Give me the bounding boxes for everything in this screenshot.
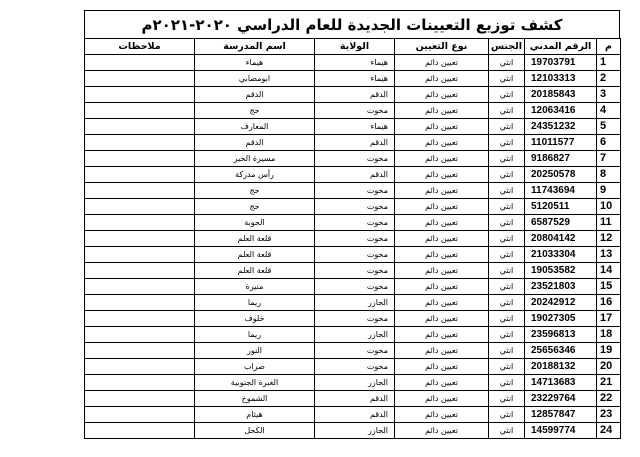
wilaya-cell: الدقم xyxy=(315,167,395,183)
notes-cell xyxy=(85,231,195,247)
appointment-type-cell: تعيين دائم xyxy=(395,87,489,103)
school-name-cell: الدقم xyxy=(195,135,315,151)
wilaya-cell: الدقم xyxy=(315,135,395,151)
school-name-cell: رأس مدركة xyxy=(195,167,315,183)
school-name-cell: خلوف xyxy=(195,311,315,327)
appointment-type-cell: تعيين دائم xyxy=(395,279,489,295)
gender-cell: انثي xyxy=(489,391,525,407)
school-name-cell: النور xyxy=(195,343,315,359)
wilaya-cell: هيماء xyxy=(315,71,395,87)
header-gender: الجنس xyxy=(489,39,525,55)
wilaya-cell: محوت xyxy=(315,183,395,199)
gender-cell: انثي xyxy=(489,135,525,151)
notes-cell xyxy=(85,167,195,183)
gender-cell: انثي xyxy=(489,263,525,279)
wilaya-cell: الدقم xyxy=(315,407,395,423)
table-row xyxy=(85,247,621,263)
row-number: 11 xyxy=(597,215,621,231)
notes-cell xyxy=(85,199,195,215)
table-row xyxy=(85,407,621,423)
table-row xyxy=(85,359,621,375)
row-number: 1 xyxy=(597,55,621,71)
school-name-cell: الدقم xyxy=(195,87,315,103)
gender-cell: انثي xyxy=(489,151,525,167)
appointment-type-cell: تعيين دائم xyxy=(395,391,489,407)
school-name-cell: ريما xyxy=(195,327,315,343)
civil-number-cell: 19053582 xyxy=(525,263,597,279)
row-number: 6 xyxy=(597,135,621,151)
header-notes: ملاحظات xyxy=(85,39,195,55)
wilaya-cell: محوت xyxy=(315,199,395,215)
table-row xyxy=(85,279,621,295)
school-name-cell: ابومضابي xyxy=(195,71,315,87)
civil-number-cell: 9186827 xyxy=(525,151,597,167)
notes-cell xyxy=(85,215,195,231)
header-num: م xyxy=(597,39,621,55)
wilaya-cell: الدقم xyxy=(315,391,395,407)
sheet-title: كشف توزيع التعيينات الجديدة للعام الدراسي ٢٠٢٠-٢٠٢١م xyxy=(84,10,620,38)
school-name-cell: منيرة xyxy=(195,279,315,295)
school-name-cell: حج xyxy=(195,103,315,119)
row-number: 2 xyxy=(597,71,621,87)
school-name-cell: قلعة العلم xyxy=(195,247,315,263)
table-row xyxy=(85,295,621,311)
row-number: 16 xyxy=(597,295,621,311)
row-number: 5 xyxy=(597,119,621,135)
row-number: 23 xyxy=(597,407,621,423)
school-name-cell: الجوبة xyxy=(195,215,315,231)
civil-number-cell: 11011577 xyxy=(525,135,597,151)
appointment-type-cell: تعيين دائم xyxy=(395,71,489,87)
header-appointment-type: نوع التعيين xyxy=(395,39,489,55)
gender-cell: انثي xyxy=(489,247,525,263)
civil-number-cell: 25656346 xyxy=(525,343,597,359)
notes-cell xyxy=(85,407,195,423)
notes-cell xyxy=(85,327,195,343)
gender-cell: انثي xyxy=(489,215,525,231)
row-number: 9 xyxy=(597,183,621,199)
row-number: 8 xyxy=(597,167,621,183)
table-row xyxy=(85,423,621,439)
table-row xyxy=(85,215,621,231)
gender-cell: انثي xyxy=(489,103,525,119)
gender-cell: انثي xyxy=(489,343,525,359)
wilaya-cell: الجازر xyxy=(315,423,395,439)
row-number: 15 xyxy=(597,279,621,295)
civil-number-cell: 6587529 xyxy=(525,215,597,231)
table-row xyxy=(85,151,621,167)
row-number: 22 xyxy=(597,391,621,407)
row-number: 13 xyxy=(597,247,621,263)
school-name-cell: الكحل xyxy=(195,423,315,439)
wilaya-cell: محوت xyxy=(315,343,395,359)
gender-cell: انثي xyxy=(489,311,525,327)
appointment-type-cell: تعيين دائم xyxy=(395,199,489,215)
gender-cell: انثي xyxy=(489,295,525,311)
table-row xyxy=(85,119,621,135)
notes-cell xyxy=(85,119,195,135)
gender-cell: انثي xyxy=(489,71,525,87)
wilaya-cell: محوت xyxy=(315,215,395,231)
wilaya-cell: محوت xyxy=(315,231,395,247)
notes-cell xyxy=(85,359,195,375)
school-name-cell: الشموخ xyxy=(195,391,315,407)
table-row xyxy=(85,343,621,359)
table-row xyxy=(85,375,621,391)
civil-number-cell: 23596813 xyxy=(525,327,597,343)
civil-number-cell: 19703791 xyxy=(525,55,597,71)
school-name-cell: صراب xyxy=(195,359,315,375)
table-row xyxy=(85,231,621,247)
civil-number-cell: 23521803 xyxy=(525,279,597,295)
gender-cell: انثي xyxy=(489,375,525,391)
wilaya-cell: هيماء xyxy=(315,119,395,135)
wilaya-cell: محوت xyxy=(315,359,395,375)
school-name-cell: قلعة العلم xyxy=(195,231,315,247)
appointment-type-cell: تعيين دائم xyxy=(395,423,489,439)
notes-cell xyxy=(85,295,195,311)
wilaya-cell: محوت xyxy=(315,151,395,167)
wilaya-cell: محوت xyxy=(315,311,395,327)
table-row xyxy=(85,71,621,87)
row-number: 19 xyxy=(597,343,621,359)
row-number: 24 xyxy=(597,423,621,439)
gender-cell: انثي xyxy=(489,359,525,375)
appointment-type-cell: تعيين دائم xyxy=(395,215,489,231)
school-name-cell: مسيرة الخير xyxy=(195,151,315,167)
wilaya-cell: هيماء xyxy=(315,55,395,71)
gender-cell: انثي xyxy=(489,407,525,423)
wilaya-cell: الجازر xyxy=(315,375,395,391)
appointment-type-cell: تعيين دائم xyxy=(395,359,489,375)
notes-cell xyxy=(85,183,195,199)
civil-number-cell: 12857847 xyxy=(525,407,597,423)
notes-cell xyxy=(85,103,195,119)
notes-cell xyxy=(85,423,195,439)
appointment-type-cell: تعيين دائم xyxy=(395,103,489,119)
gender-cell: انثي xyxy=(489,183,525,199)
school-name-cell: المعارف xyxy=(195,119,315,135)
wilaya-cell: محوت xyxy=(315,279,395,295)
appointment-type-cell: تعيين دائم xyxy=(395,263,489,279)
civil-number-cell: 11743694 xyxy=(525,183,597,199)
wilaya-cell: محوت xyxy=(315,263,395,279)
civil-number-cell: 24351232 xyxy=(525,119,597,135)
notes-cell xyxy=(85,263,195,279)
school-name-cell: قلعة العلم xyxy=(195,263,315,279)
civil-number-cell: 12063416 xyxy=(525,103,597,119)
civil-number-cell: 19027305 xyxy=(525,311,597,327)
school-name-cell: الغبرة الجنوبية xyxy=(195,375,315,391)
row-number: 17 xyxy=(597,311,621,327)
wilaya-cell: محوت xyxy=(315,247,395,263)
appointment-type-cell: تعيين دائم xyxy=(395,231,489,247)
notes-cell xyxy=(85,55,195,71)
gender-cell: انثي xyxy=(489,423,525,439)
header-civil-number: الرقم المدني xyxy=(525,39,597,55)
table-row xyxy=(85,199,621,215)
row-number: 21 xyxy=(597,375,621,391)
appointments-table xyxy=(84,38,621,439)
notes-cell xyxy=(85,87,195,103)
civil-number-cell: 20188132 xyxy=(525,359,597,375)
appointment-type-cell: تعيين دائم xyxy=(395,327,489,343)
table-row xyxy=(85,311,621,327)
header-school-name: اسم المدرسة xyxy=(195,39,315,55)
notes-cell xyxy=(85,247,195,263)
appointment-type-cell: تعيين دائم xyxy=(395,55,489,71)
wilaya-cell: الجازر xyxy=(315,327,395,343)
wilaya-cell: الجازر xyxy=(315,295,395,311)
row-number: 4 xyxy=(597,103,621,119)
table-header-row xyxy=(85,39,621,55)
appointment-type-cell: تعيين دائم xyxy=(395,311,489,327)
gender-cell: انثي xyxy=(489,119,525,135)
appointment-type-cell: تعيين دائم xyxy=(395,119,489,135)
appointment-type-cell: تعيين دائم xyxy=(395,375,489,391)
gender-cell: انثي xyxy=(489,327,525,343)
civil-number-cell: 23229764 xyxy=(525,391,597,407)
civil-number-cell: 20242912 xyxy=(525,295,597,311)
school-name-cell: هيثام xyxy=(195,407,315,423)
civil-number-cell: 14599774 xyxy=(525,423,597,439)
appointment-type-cell: تعيين دائم xyxy=(395,295,489,311)
civil-number-cell: 20185843 xyxy=(525,87,597,103)
gender-cell: انثي xyxy=(489,87,525,103)
gender-cell: انثي xyxy=(489,55,525,71)
appointment-type-cell: تعيين دائم xyxy=(395,135,489,151)
table-row xyxy=(85,183,621,199)
table-row xyxy=(85,87,621,103)
school-name-cell: حج xyxy=(195,183,315,199)
appointment-type-cell: تعيين دائم xyxy=(395,183,489,199)
table-row xyxy=(85,327,621,343)
appointment-type-cell: تعيين دائم xyxy=(395,167,489,183)
header-wilaya: الولاية xyxy=(315,39,395,55)
table-row xyxy=(85,391,621,407)
appointment-type-cell: تعيين دائم xyxy=(395,343,489,359)
row-number: 10 xyxy=(597,199,621,215)
civil-number-cell: 21033304 xyxy=(525,247,597,263)
wilaya-cell: الدقم xyxy=(315,87,395,103)
row-number: 12 xyxy=(597,231,621,247)
table-row xyxy=(85,135,621,151)
table-row xyxy=(85,263,621,279)
notes-cell xyxy=(85,151,195,167)
school-name-cell: هيماء xyxy=(195,55,315,71)
appointment-type-cell: تعيين دائم xyxy=(395,247,489,263)
civil-number-cell: 14713683 xyxy=(525,375,597,391)
table-row xyxy=(85,103,621,119)
civil-number-cell: 12103313 xyxy=(525,71,597,87)
notes-cell xyxy=(85,391,195,407)
school-name-cell: ريما xyxy=(195,295,315,311)
row-number: 14 xyxy=(597,263,621,279)
appointments-sheet xyxy=(84,10,620,439)
notes-cell xyxy=(85,135,195,151)
school-name-cell: حج xyxy=(195,199,315,215)
appointment-type-cell: تعيين دائم xyxy=(395,151,489,167)
wilaya-cell: محوت xyxy=(315,103,395,119)
row-number: 7 xyxy=(597,151,621,167)
civil-number-cell: 20804142 xyxy=(525,231,597,247)
table-row xyxy=(85,167,621,183)
gender-cell: انثي xyxy=(489,231,525,247)
civil-number-cell: 20250578 xyxy=(525,167,597,183)
gender-cell: انثي xyxy=(489,199,525,215)
row-number: 18 xyxy=(597,327,621,343)
civil-number-cell: 5120511 xyxy=(525,199,597,215)
appointment-type-cell: تعيين دائم xyxy=(395,407,489,423)
row-number: 3 xyxy=(597,87,621,103)
gender-cell: انثي xyxy=(489,167,525,183)
notes-cell xyxy=(85,375,195,391)
notes-cell xyxy=(85,343,195,359)
notes-cell xyxy=(85,279,195,295)
gender-cell: انثي xyxy=(489,279,525,295)
notes-cell xyxy=(85,311,195,327)
table-row xyxy=(85,55,621,71)
notes-cell xyxy=(85,71,195,87)
row-number: 20 xyxy=(597,359,621,375)
